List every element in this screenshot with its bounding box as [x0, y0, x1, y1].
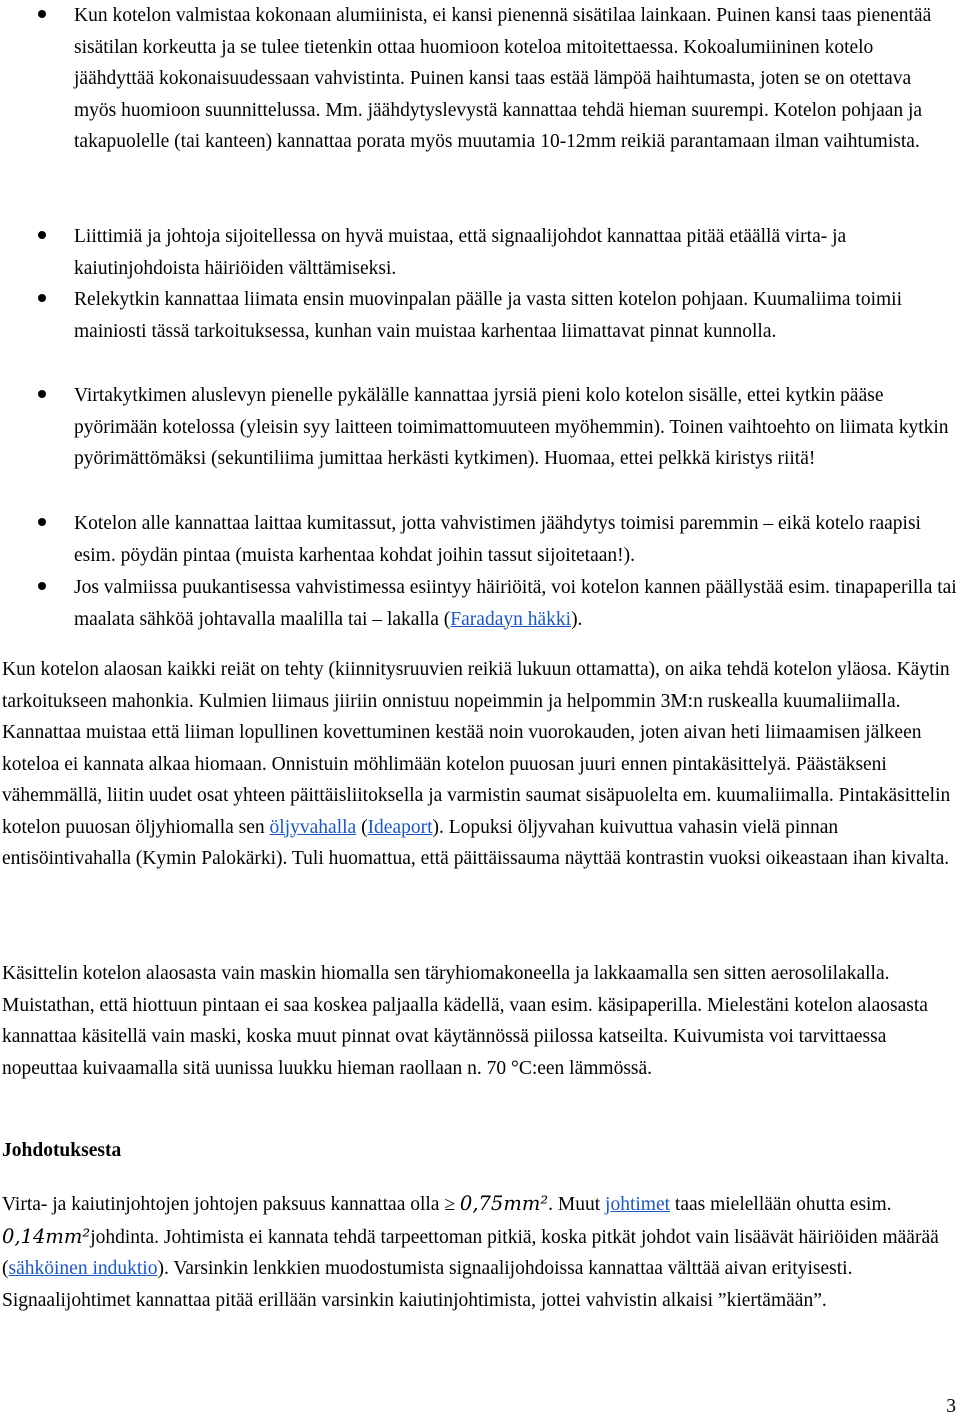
bullet-dot-icon: [38, 294, 46, 302]
list-item-text: Virtakytkimen aluslevyn pienelle pykälälle kannattaa jyrsiä pieni kolo kotelon sisälle, ettei kytkin pääse pyörimään kotelossa (yleisin syy laitteen toimimattomuuteen myöhemmin). Toinen vaihtoehto on liimata kytkin pyörimättömäksi (sekuntiliima jumittaa herkästi kytkimen). Huomaa, ettei pelkkä kiristys riitä!: [74, 385, 949, 469]
list-item: [74, 572, 958, 635]
list-item-text: ).: [571, 608, 583, 630]
paragraph-upper-case: [2, 654, 956, 875]
page-number: 3: [946, 1396, 956, 1417]
oil-wax-link[interactable]: öljyvahalla: [269, 816, 357, 838]
paragraph-text: johdinta. Johtimista ei kannata tehdä tarpeettoman pitkiä, koska pitkät johdot vain lisäävät häiriöiden määrää (: [2, 1226, 939, 1279]
list-item: [74, 221, 958, 284]
list-item: [74, 508, 958, 571]
paragraph-lower-case: [2, 958, 956, 1084]
list-item-text: Liittimiä ja johtoja sijoitellessa on hyvä muistaa, että signaalijohdot kannattaa pitää etäällä virta- ja kaiutinjohdoista häiriöiden välttämiseksi.: [74, 226, 847, 279]
bullet-dot-icon: [38, 582, 46, 590]
paragraph-text: Virta- ja kaiutinjohtojen johtojen paksuus kannattaa olla ≥: [2, 1194, 460, 1215]
math-expression: 0,75mm²: [459, 1192, 549, 1215]
paragraph-text: Kun kotelon alaosan kaikki reiät on tehty (kiinnitysruuvien reikiä lukuun ottamatta), on aika tehdä kotelon yläosa. Käytin tarkoitukseen mahonkia. Kulmien liimaus jiiriin onnistuu nopeimmin ja helpommin 3M:n ruskealla kuumaliimalla. Kannattaa muistaa että liiman lopullinen kovettuminen kestää noin vuorokauden, joten aivan heti liimaamisen jälkeen koteloa ei kannata alkaa hiomaan. Onnistuin möhlimään kotelon puuosan juuri ennen pintakäsittelyä. Päästäkseni vähemmällä, liitin uudet osat yhteen päittäisliitoksella ja varmistin saumat sisäpuolelta em. kuumaliimalla. Pintakäsittelin kotelon puuosan öljyhiomalla sen: [2, 659, 951, 838]
list-item: [74, 380, 958, 475]
math-expression: 0,14mm²: [2, 1224, 91, 1248]
conductors-link[interactable]: johtimet: [605, 1194, 671, 1215]
list-item-text: Kun kotelon valmistaa kokonaan alumiinista, ei kansi pienennä sisätilaa lainkaan. Puinen kansi taas pienentää sisätilan korkeutta ja se tulee tietenkin ottaa huomioon koteloa mitoitettaessa. Kokoalumiininen kotelo jäähdyttää kokonaisuudessaan vahvistinta. Puinen kansi taas estää lämpöä haihtumasta, joten se on otettava myös huomioon suunnittelussa. Mm. jäähdytyslevystä kannattaa tehdä hieman suurempi. Kotelon pohjaan ja takapuolelle (tai kanteen) kannattaa porata myös muutamia 10-12mm reikiä parantamaan ilman vaihtumista.: [74, 5, 932, 152]
paragraph-text: taas mielellään ohutta esim.: [670, 1194, 892, 1215]
paragraph-text: (: [356, 816, 368, 838]
paragraph-wiring: [2, 1188, 956, 1316]
bullet-dot-icon: [38, 390, 46, 398]
paragraph-text: Käsittelin kotelon alaosasta vain maskin hiomalla sen täryhiomakoneella ja lakkaamalla sen sitten aerosolilakalla. Muistathan, että hiottuun pintaan ei saa koskea paljaalla kädellä, vaan esim. käsipaperilla. Mielestäni kotelon alaosasta kannattaa käsitellä vain maski, koska muut pinnat ovat käytännössä piilossa katseilta. Kuivumista voi tarvittaessa nopeuttaa kuivaamalla sitä uunissa luukku hieman raollaan n. 70 °C:een lämmössä.: [2, 963, 928, 1079]
bullet-dot-icon: [38, 518, 46, 526]
list-item-text: Jos valmiissa puukantisessa vahvistimessa esiintyy häiriöitä, voi kotelon kannen päällystää esim. tinapaperilla tai maalata sähköä johtavalla maalilla tai – lakalla (: [74, 577, 957, 630]
paragraph-text: ). Varsinkin lenkkien muodostumista signaalijohdoissa kannattaa välttää aivan erityisesti. Signaalijohtimet kannattaa pitää erillään varsinkin kaiutinjohtimista, jottei vahvistin alkaisi ”kiertämään”.: [2, 1258, 853, 1311]
ideaport-link[interactable]: Ideaport: [367, 816, 433, 838]
paragraph-text: ). Lopuksi öljyvahan kuivuttua vahasin vielä pinnan entisöintivahalla (Kymin Palokärki). Tuli huomattua, että päittäissauma näyttää kontrastin vuoksi oikeastaan ihan kivalta.: [2, 816, 950, 869]
bullet-dot-icon: [38, 10, 46, 18]
faraday-cage-link[interactable]: Faradayn häkki: [450, 608, 572, 630]
list-item-text: Kotelon alle kannattaa laittaa kumitassut, jotta vahvistimen jäähdytys toimisi paremmin – eikä kotelo raapisi esim. pöydän pintaa (muista karhentaa kohdat joihin tassut sijoitetaan!).: [74, 513, 921, 566]
list-item: [74, 284, 958, 347]
bullet-dot-icon: [38, 231, 46, 239]
list-item-text: Relekytkin kannattaa liimata ensin muovinpalan päälle ja vasta sitten kotelon pohjaan. Kuumaliima toimii mainiosti tässä tarkoituksessa, kunhan vain muistaa karhentaa liimattavat pinnat kunnolla.: [74, 289, 902, 342]
section-heading: Johdotuksesta: [2, 1140, 122, 1161]
list-item: [74, 0, 958, 158]
paragraph-text: . Muut: [548, 1194, 606, 1215]
electric-induction-link[interactable]: sähköinen induktio: [8, 1258, 158, 1279]
